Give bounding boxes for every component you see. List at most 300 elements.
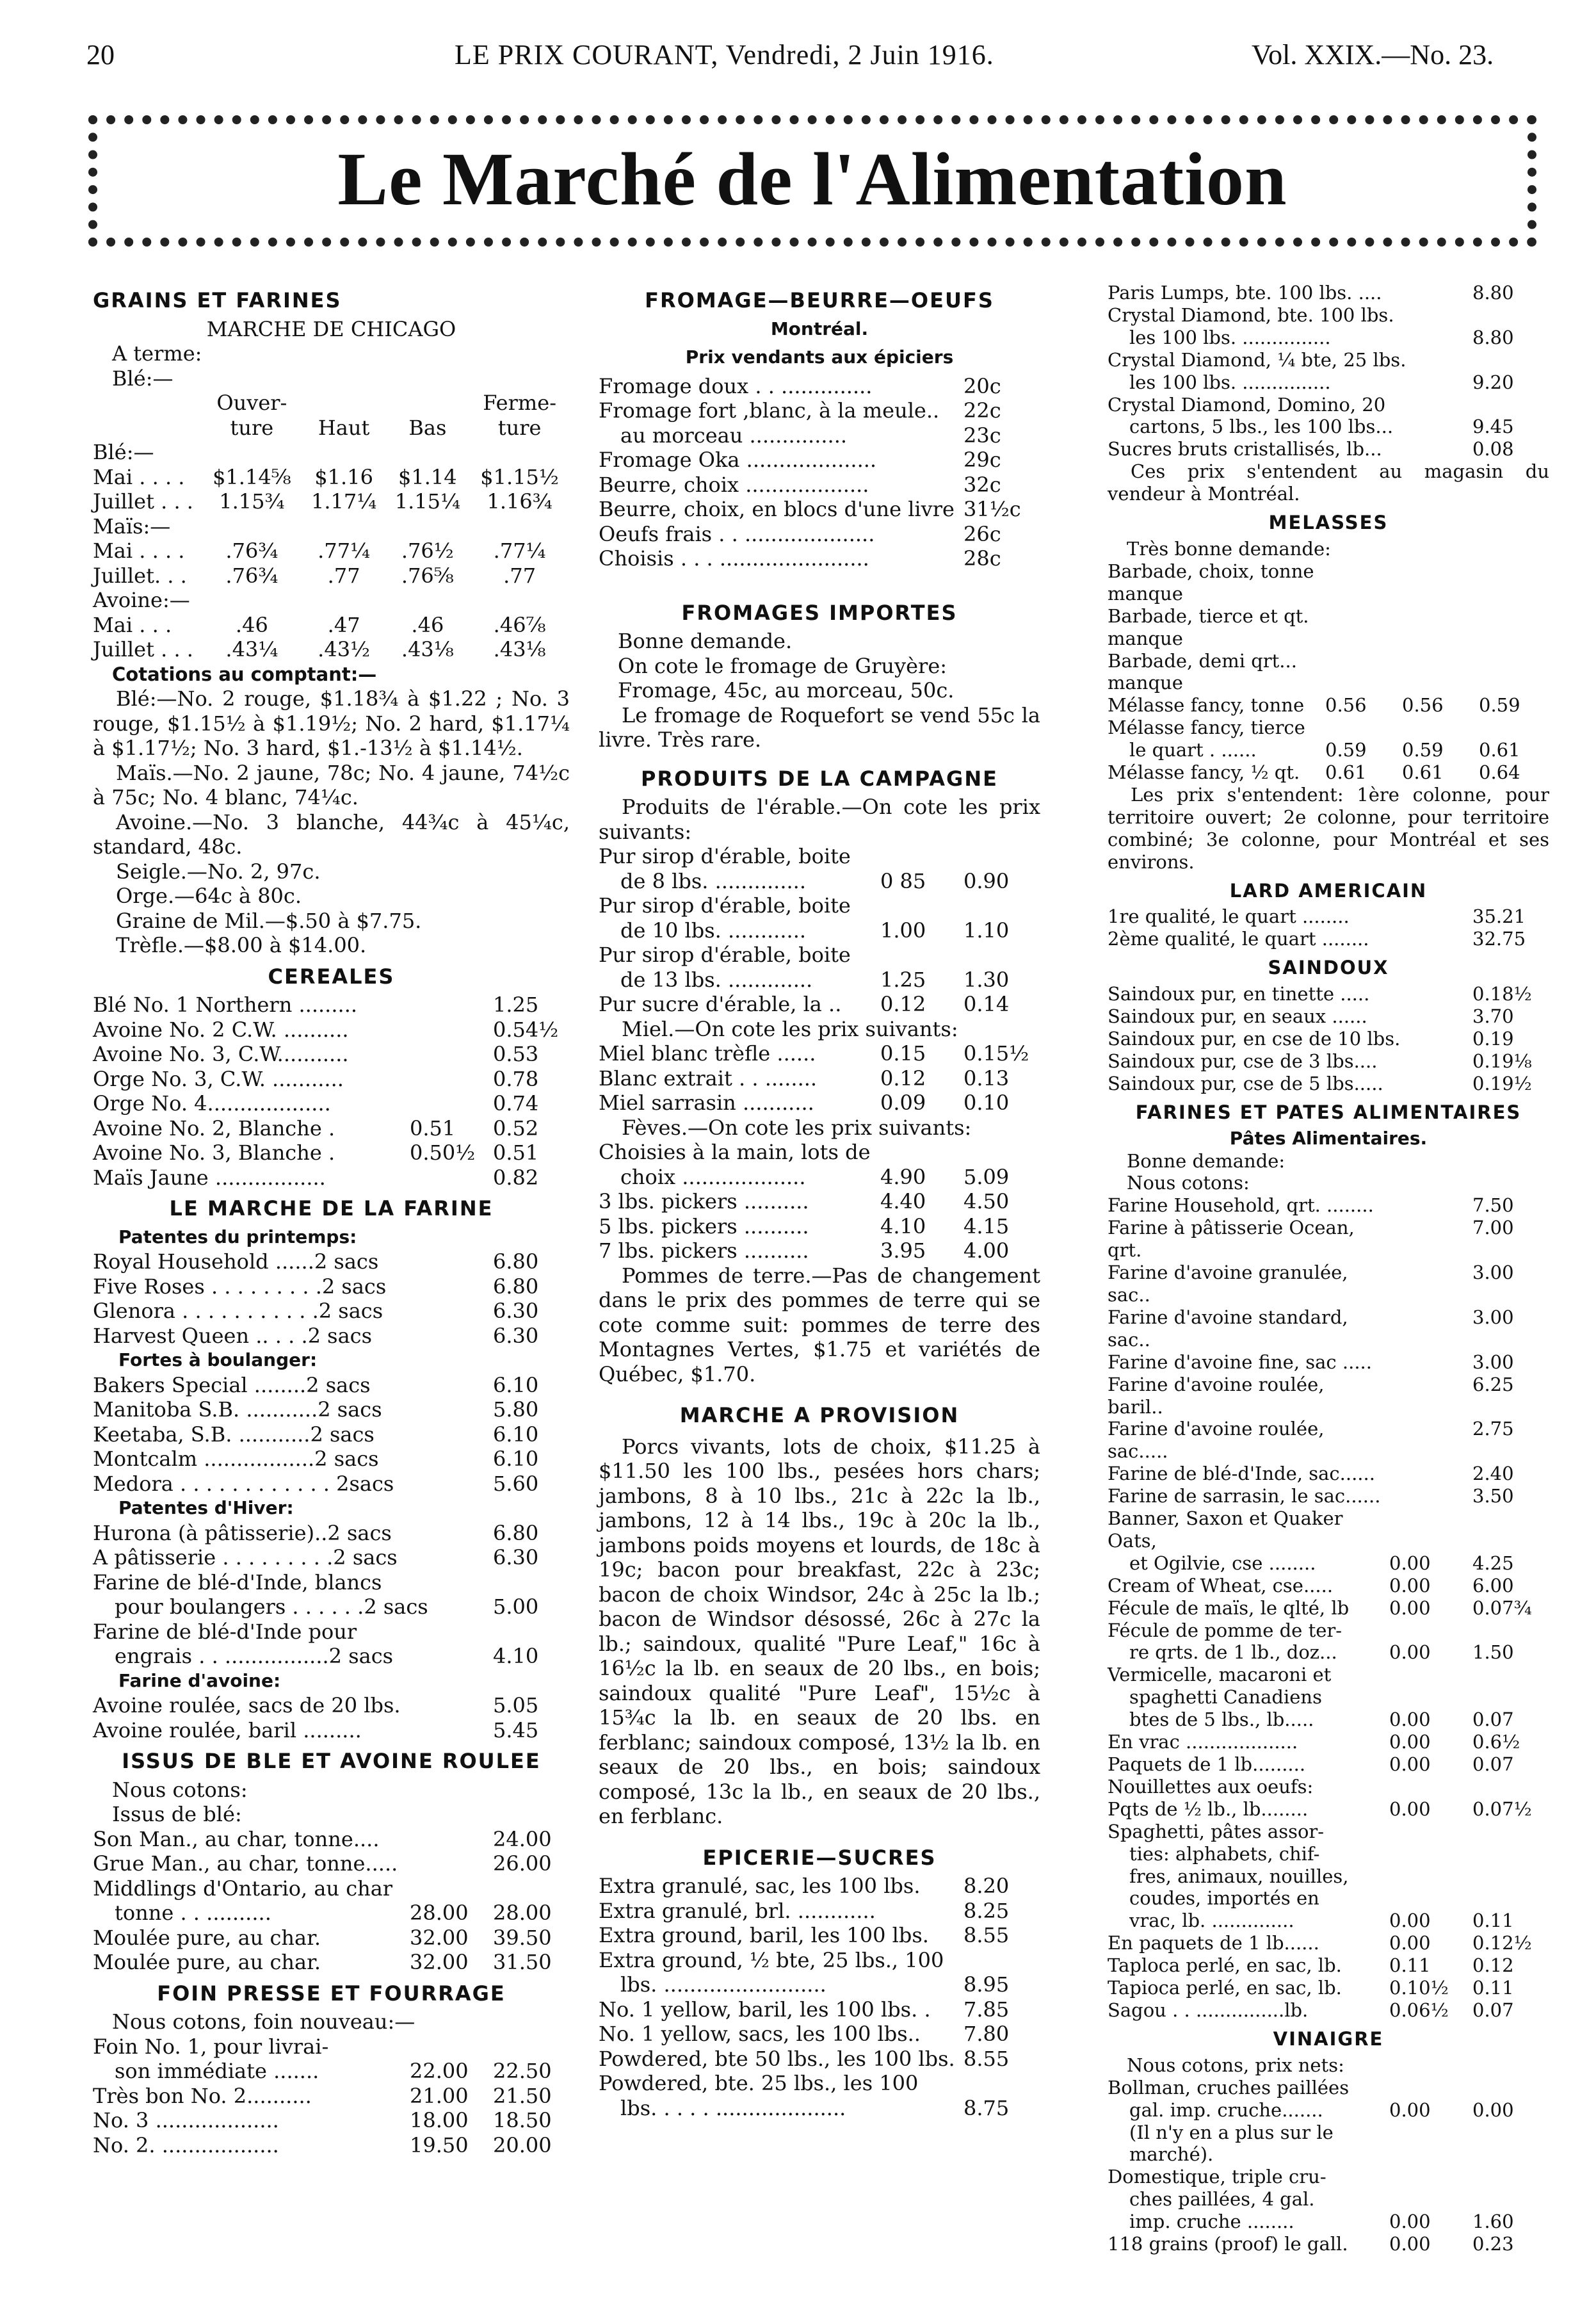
item-name: cartons, 5 lbs., les 100 lbs... — [1129, 416, 1394, 438]
item-price: 5.00 — [493, 1595, 539, 1619]
foin-intro: Nous cotons, foin nouveau:— — [112, 2009, 415, 2034]
item-price: 5.09 — [963, 1164, 1010, 1189]
item-price: 0.51 — [493, 1140, 539, 1165]
futures-price: .43½ — [318, 637, 371, 662]
sucre-row — [1108, 349, 1549, 371]
feves-intro: Fèves.—On cote les prix suivants: — [622, 1115, 972, 1140]
futures-price: .46 — [235, 612, 268, 637]
farine-row — [93, 1373, 570, 1398]
item-price: 0.00 — [1389, 1552, 1431, 1574]
item-price: 1.25 — [880, 967, 926, 992]
header-text: ture — [497, 415, 542, 440]
futures-price: .76¾ — [225, 563, 278, 588]
item-name: Saindoux pur, cse de 5 lbs..... — [1108, 1072, 1383, 1094]
item-price: 0.59 — [1325, 739, 1367, 761]
futures-price: .77¼ — [318, 539, 371, 563]
item-name: (Il n'y en a plus sur le marché). — [1129, 2121, 1334, 2166]
futures-price: $1.14⅝ — [213, 464, 291, 489]
item-price: 39.50 — [493, 1925, 552, 1950]
item-name: Crystal Diamond, ¼ bte, 25 lbs. — [1108, 348, 1407, 371]
item-name: Avoine No. 3, Blanche . — [93, 1140, 335, 1165]
item-name: Paquets de 1 lb......... — [1108, 1753, 1306, 1775]
item-name: No. 3 ................... — [93, 2108, 279, 2132]
month-label: Juillet . . . — [93, 489, 193, 514]
issus-row — [93, 1950, 570, 1975]
montreal-label: Montréal. — [770, 318, 869, 339]
item-name: gal. imp. cruche....... — [1129, 2098, 1323, 2121]
item-price — [1319, 560, 1396, 605]
item-name: Farine à pâtisserie Ocean, qrt. — [1108, 1217, 1355, 1262]
item-name: Bakers Special ........2 sacs — [93, 1372, 371, 1397]
futures-row — [93, 539, 570, 564]
item-price — [1383, 1418, 1466, 1463]
item-price: 0.07 — [1472, 1753, 1514, 1775]
ble-label: Blé:— — [112, 366, 173, 391]
epicerie-row — [599, 2047, 1040, 2072]
item-price: 0.00 — [1389, 1753, 1431, 1775]
item-price: 0.11 — [1472, 1977, 1514, 1999]
item-price: 0.59 — [1402, 739, 1444, 761]
issus-row — [93, 1827, 570, 1852]
cotation-line: Blé:—No. 2 rouge, $1.18¾ à $1.22 ; No. 3 rouge, $1.15½ à $1.19½; No. 2 hard, $1.17¼ à $1.17½; No. 3 hard, $1.-13½ à $1.14½. — [93, 686, 570, 760]
vinaigre-row — [1108, 2099, 1549, 2122]
item-price: 6.80 — [493, 1249, 539, 1274]
miel-row — [599, 1066, 1040, 1091]
lard-table — [1108, 905, 1549, 950]
saindoux-table — [1108, 983, 1549, 1095]
feves-row — [599, 1140, 1040, 1165]
cotation-line: Seigle.—No. 2, 97c. — [116, 859, 321, 884]
cotation-line: Orge.—64c à 80c. — [116, 884, 302, 908]
farine-row — [93, 1570, 570, 1595]
item-name: Avoine roulée, sacs de 20 lbs. — [93, 1693, 401, 1717]
item-price: 0.15½ — [963, 1041, 1029, 1066]
item-price — [1396, 650, 1472, 695]
item-price: 4.25 — [1472, 1552, 1514, 1574]
section-heading-grains: GRAINS ET FARINES — [93, 288, 342, 312]
item-price: 0.18½ — [1472, 983, 1532, 1005]
item-price — [1383, 1351, 1466, 1374]
item-name: Taploca perlé, en sac, lb. — [1108, 1954, 1342, 1977]
item-name: Crystal Diamond, Domino, 20 — [1108, 393, 1386, 416]
item-price: 1.00 — [880, 918, 926, 943]
item-name: Miel blanc trèfle ...... — [599, 1041, 816, 1066]
item-name: Pur sirop d'érable, boite — [599, 893, 851, 918]
volume-number: Vol. XXIX.—No. 23. — [1252, 39, 1494, 70]
item-price: 0.11 — [1389, 1954, 1431, 1977]
futures-price: .43⅛ — [493, 637, 546, 662]
item-name: imp. cruche ........ — [1129, 2211, 1294, 2233]
futures-price: .76⅝ — [401, 563, 454, 588]
item-price: 8.75 — [963, 2095, 1010, 2120]
item-price — [1383, 1887, 1466, 1910]
cereale-row — [93, 1091, 570, 1116]
feves-row — [599, 1238, 1040, 1263]
item-name: 1re qualité, le quart ........ — [1108, 905, 1350, 928]
pates-row — [1108, 1597, 1549, 1619]
header-text: Ferme- — [483, 391, 556, 415]
item-price — [403, 1165, 487, 1190]
item-name: ties: alphabets, chif- — [1129, 1842, 1320, 1865]
item-price — [1466, 2166, 1549, 2188]
item-name: Beurre, choix, en blocs d'une livre — [599, 497, 955, 521]
item-price: 31½c — [963, 497, 1021, 521]
item-price — [403, 1042, 487, 1067]
item-price: 0.61 — [1325, 761, 1367, 784]
fromage-row — [599, 448, 1040, 473]
pates-row — [1108, 1217, 1549, 1262]
farine-row — [93, 1397, 570, 1422]
item-price: 0.56 — [1325, 694, 1367, 717]
item-price: 32c — [963, 472, 1001, 497]
item-name: engrais . . ................2 sacs — [115, 1644, 394, 1668]
item-name: Extra ground, baril, les 100 lbs. — [599, 1923, 929, 1947]
item-price: 1.60 — [1472, 2211, 1514, 2233]
melasse-row — [1108, 761, 1549, 784]
item-price — [1383, 1262, 1466, 1306]
cereales-table — [93, 993, 570, 1190]
farine-row — [93, 1619, 570, 1644]
item-price — [1383, 2166, 1466, 2188]
header-text: Bas — [408, 415, 447, 440]
item-price — [1383, 1821, 1466, 1843]
epicerie-row — [599, 2071, 1040, 2096]
vinaigre-row — [1108, 2122, 1549, 2166]
item-name: Pur sirop d'érable, boite — [599, 943, 851, 967]
pates-row — [1108, 1552, 1549, 1575]
feves-row — [599, 1214, 1040, 1239]
item-price: 28c — [963, 546, 1001, 571]
item-name: Avoine No. 2 C.W. .......... — [93, 1017, 349, 1042]
item-price — [403, 993, 487, 1018]
section-heading-foin: FOIN PRESSE ET FOURRAGE — [157, 1981, 506, 2006]
item-price: 4.50 — [963, 1189, 1010, 1213]
pates-row — [1108, 1619, 1549, 1642]
item-name: Son Man., au char, tonne.... — [93, 1826, 380, 1851]
lard-row — [1108, 905, 1549, 928]
item-price: 8.25 — [963, 1898, 1010, 1923]
item-price: 5.80 — [493, 1397, 539, 1422]
item-name: Farine de blé-d'Inde, blancs — [93, 1570, 382, 1595]
item-price — [1472, 650, 1549, 695]
item-price — [1383, 1843, 1466, 1865]
item-name: Tapioca perlé, en sac, lb. — [1108, 1977, 1342, 1999]
item-price: 8.55 — [963, 2046, 1010, 2071]
item-price — [1466, 1821, 1549, 1843]
item-price: 3.00 — [1472, 1306, 1514, 1328]
item-price: 0.10 — [963, 1091, 1010, 1115]
item-price: 7.85 — [963, 1997, 1010, 2022]
item-name: choix ................... — [620, 1164, 806, 1189]
item-price — [1466, 1507, 1549, 1552]
futures-price: .46 — [411, 612, 444, 637]
pates-row — [1108, 1664, 1549, 1686]
farine-row — [93, 1545, 570, 1570]
item-price: 8.20 — [963, 1874, 1010, 1898]
item-name: Saindoux pur, en tinette ..... — [1108, 983, 1370, 1005]
farine-row — [93, 1299, 570, 1324]
item-price: 0.00 — [1389, 1932, 1431, 1954]
pates-row — [1108, 1194, 1549, 1217]
item-price: 0.74 — [493, 1091, 539, 1116]
item-price: 0.00 — [1389, 1910, 1431, 1932]
item-price: 4.15 — [963, 1213, 1010, 1238]
item-price — [957, 943, 1040, 968]
item-price: 1.30 — [963, 967, 1010, 992]
issus-row — [93, 1901, 570, 1926]
item-price: 3.50 — [1472, 1485, 1514, 1507]
fortes-title: Fortes à boulanger: — [118, 1349, 318, 1370]
item-price — [403, 1091, 487, 1116]
section-heading-farines-pates: FARINES ET PATES ALIMENTAIRES — [1135, 1101, 1522, 1123]
item-name: 3 lbs. pickers .......... — [599, 1189, 809, 1213]
farine-row — [93, 1595, 570, 1619]
hiver-table — [93, 1521, 570, 1669]
item-name: Oeufs frais . . .................... — [599, 521, 875, 546]
item-name: Fromage doux . . .............. — [599, 373, 873, 398]
item-price: 7.00 — [1472, 1217, 1514, 1239]
issus-intro-2: Issus de blé: — [112, 1802, 242, 1826]
issus-row — [93, 1876, 570, 1901]
futures-price: .47 — [327, 612, 360, 637]
futures-price: .77 — [503, 563, 536, 588]
item-price: 4.00 — [963, 1238, 1010, 1263]
item-price: 0.50½ — [410, 1140, 476, 1165]
item-price — [1466, 2188, 1549, 2211]
futures-price: .43¼ — [225, 637, 278, 662]
item-price: 0.78 — [493, 1066, 539, 1091]
item-price — [1383, 1217, 1466, 1262]
item-name: A pâtisserie . . . . . . . . .2 sacs — [93, 1545, 398, 1570]
fromage-row — [599, 398, 1040, 423]
item-name: vrac, lb. .............. — [1129, 1910, 1294, 1932]
item-price: 6.80 — [493, 1520, 539, 1545]
ble-sublabel: Blé:— — [93, 440, 154, 464]
item-price: 22.00 — [410, 2059, 469, 2083]
banner-title: Le Marché de l'Alimentation — [337, 137, 1287, 221]
item-price — [1472, 717, 1549, 739]
item-price: 22c — [963, 398, 1001, 423]
cotation-line: Trèfle.—$8.00 à $14.00. — [116, 933, 367, 957]
melasses-table — [1108, 560, 1549, 784]
item-name: No. 1 yellow, baril, les 100 lbs. . — [599, 1997, 931, 2022]
campagne-intro: Produits de l'érable.—On cote les prix suivants: — [599, 795, 1040, 844]
issus-row — [93, 1851, 570, 1876]
pates-row — [1108, 1485, 1549, 1507]
item-name: Blé No. 1 Northern ......... — [93, 993, 358, 1017]
item-name: Barbade, tierce et qt. manque — [1108, 605, 1309, 649]
melasse-row — [1108, 717, 1549, 739]
item-price: 0.10½ — [1389, 1977, 1449, 1999]
item-price — [1383, 1463, 1466, 1485]
section-heading-importes: FROMAGES IMPORTES — [681, 600, 958, 625]
item-price: 0.14 — [963, 992, 1010, 1016]
avoine-farine-title: Farine d'avoine: — [118, 1669, 281, 1691]
item-price: 8.80 — [1472, 282, 1514, 304]
item-price — [874, 943, 957, 968]
futures-row — [93, 637, 570, 662]
futures-price: .77 — [327, 563, 360, 588]
item-name: Farine de blé-d'Inde, sac...... — [1108, 1463, 1375, 1485]
farine-row — [93, 1521, 570, 1546]
pates-row — [1108, 1843, 1549, 1865]
hiver-title: Patentes d'Hiver: — [118, 1497, 294, 1518]
item-price — [1466, 1619, 1549, 1642]
item-price — [403, 1876, 487, 1901]
item-price: 6.80 — [493, 1274, 539, 1299]
item-price: 0.00 — [1389, 1574, 1431, 1596]
item-price: 0.00 — [1389, 1641, 1431, 1664]
pates-row — [1108, 1932, 1549, 1954]
item-price: 0.12½ — [1472, 1932, 1532, 1954]
item-price — [1319, 605, 1396, 650]
pates-intro-2: Nous cotons: — [1127, 1172, 1250, 1194]
section-heading-melasses: MELASSES — [1268, 512, 1389, 534]
item-name: Sagou . . ...............lb. — [1108, 1999, 1309, 2021]
col-header-fermeture — [469, 391, 570, 440]
item-price: 0.54½ — [493, 1017, 559, 1042]
pates-row — [1108, 1351, 1549, 1374]
section-heading-saindoux: SAINDOUX — [1268, 957, 1389, 979]
item-price: 18.50 — [493, 2108, 552, 2132]
item-price — [487, 1876, 570, 1901]
item-name: Manitoba S.B. ...........2 sacs — [93, 1397, 382, 1422]
section-heading-issus: ISSUS DE BLE ET AVOINE ROULEE — [122, 1749, 541, 1773]
item-name: Fécule de maïs, le qlté, lb — [1108, 1596, 1350, 1619]
sucre-row — [1108, 327, 1549, 349]
farine-row — [93, 1324, 570, 1349]
item-price: 0.12 — [880, 992, 926, 1016]
epicerie-row — [599, 2096, 1040, 2121]
importes-line-3: Fromage, 45c, au morceau, 50c. — [618, 678, 955, 702]
item-price — [487, 1619, 570, 1644]
pates-row — [1108, 1887, 1549, 1910]
item-name: No. 1 yellow, sacs, les 100 lbs.. — [599, 2022, 921, 2046]
pates-row — [1108, 1507, 1549, 1552]
item-price — [1319, 717, 1396, 739]
item-price: 0.61 — [1479, 739, 1520, 761]
melasse-row — [1108, 605, 1549, 650]
epicerie-row — [599, 2022, 1040, 2047]
item-price: 26.00 — [493, 1851, 552, 1876]
item-price: 19.50 — [410, 2132, 469, 2157]
pates-row — [1108, 1865, 1549, 1888]
pates-row — [1108, 1954, 1549, 1977]
item-name: fres, animaux, nouilles, — [1129, 1865, 1349, 1887]
epicerie-row — [599, 1997, 1040, 2022]
item-price: 9.45 — [1472, 416, 1514, 438]
importes-line-4: Le fromage de Roquefort se vend 55c la livre. Très rare. — [599, 702, 1040, 752]
futures-price: 1.15¼ — [394, 489, 460, 514]
futures-row — [93, 613, 570, 638]
item-name: Fromage Oka .................... — [599, 448, 877, 472]
item-name: Domestique, triple cru- — [1108, 2166, 1326, 2188]
item-price: 0.90 — [963, 868, 1010, 893]
section-banner — [88, 115, 1536, 247]
futures-price: .77¼ — [493, 539, 546, 563]
farine-row — [93, 1644, 570, 1669]
vinaigre-row — [1108, 2211, 1549, 2233]
item-price: 0.00 — [1389, 1731, 1431, 1753]
item-price: 0.12 — [1472, 1954, 1514, 1977]
item-name: pour boulangers . . . . . .2 sacs — [115, 1595, 428, 1619]
item-name: Choisies à la main, lots de — [599, 1140, 871, 1164]
item-name: Spaghetti, pâtes assor- — [1108, 1820, 1325, 1842]
item-name: Maïs Jaune ................. — [93, 1165, 326, 1190]
saindoux-row — [1108, 1028, 1549, 1050]
feves-row — [599, 1189, 1040, 1214]
cereale-row — [93, 1165, 570, 1190]
sucre-row — [1108, 438, 1549, 460]
item-price: 24.00 — [493, 1826, 552, 1851]
section-heading-vinaigre: VINAIGRE — [1273, 2027, 1384, 2050]
item-price: 7.50 — [1472, 1194, 1514, 1217]
item-price: 0.56 — [1402, 694, 1444, 717]
item-price: 5.05 — [493, 1693, 539, 1717]
item-price: 0.00 — [1472, 2098, 1514, 2121]
item-name: Orge No. 4................... — [93, 1091, 331, 1116]
item-name: Farine Household, qrt. ........ — [1108, 1194, 1374, 1217]
item-name: Fromage fort ,blanc, à la meule.. — [599, 398, 940, 423]
item-price: 8.80 — [1472, 326, 1514, 348]
item-name: et Ogilvie, cse ........ — [1129, 1552, 1316, 1574]
item-price — [1319, 650, 1396, 695]
foin-row — [93, 2034, 570, 2059]
sucre-row — [1108, 394, 1549, 416]
section-heading-lard: LARD AMERICAIN — [1229, 879, 1428, 902]
sucre-table — [1108, 282, 1549, 460]
item-price: 4.90 — [880, 1164, 926, 1189]
item-price: 7.80 — [963, 2022, 1010, 2046]
item-name: Beurre, choix ................... — [599, 472, 869, 497]
item-name: les 100 lbs. ............... — [1129, 371, 1331, 393]
item-name: Avoine roulée, baril ......... — [93, 1717, 362, 1742]
epicerie-table — [599, 1874, 1040, 2120]
item-price — [874, 844, 957, 869]
erable-row — [599, 869, 1040, 894]
item-price — [1383, 2077, 1466, 2099]
month-label: Mai . . . . — [93, 464, 185, 489]
item-name: tonne . . .......... — [115, 1901, 271, 1925]
item-name: Sucres bruts cristallisés, lb... — [1108, 438, 1382, 460]
farine-row — [93, 1472, 570, 1497]
pates-row — [1108, 1262, 1549, 1306]
item-price — [403, 2034, 487, 2059]
item-price: 0.11 — [1472, 1910, 1514, 1932]
melasse-row — [1108, 694, 1549, 717]
epicerie-row — [599, 1899, 1040, 1924]
farine-row — [93, 1718, 570, 1743]
issus-intro-1: Nous cotons: — [112, 1777, 248, 1802]
item-name: de 8 lbs. .............. — [620, 868, 807, 893]
a-terme-label: A terme: — [112, 341, 202, 366]
item-price: 0.00 — [1389, 2211, 1431, 2233]
fromage-row — [599, 423, 1040, 448]
item-name: Farine de sarrasin, le sac...... — [1108, 1485, 1381, 1507]
item-price: 4.10 — [493, 1644, 539, 1668]
foin-row — [93, 2084, 570, 2109]
epicerie-row — [599, 1972, 1040, 1997]
item-price — [487, 2034, 570, 2059]
futures-price: 1.15¾ — [219, 489, 285, 514]
item-price: 2.40 — [1472, 1463, 1514, 1485]
item-price: 0.00 — [1389, 1596, 1431, 1619]
item-price: 0.00 — [1389, 1709, 1431, 1731]
farine-row — [93, 1447, 570, 1472]
pates-row — [1108, 1776, 1549, 1798]
item-price — [1472, 560, 1549, 605]
item-price: 4.40 — [880, 1189, 926, 1213]
